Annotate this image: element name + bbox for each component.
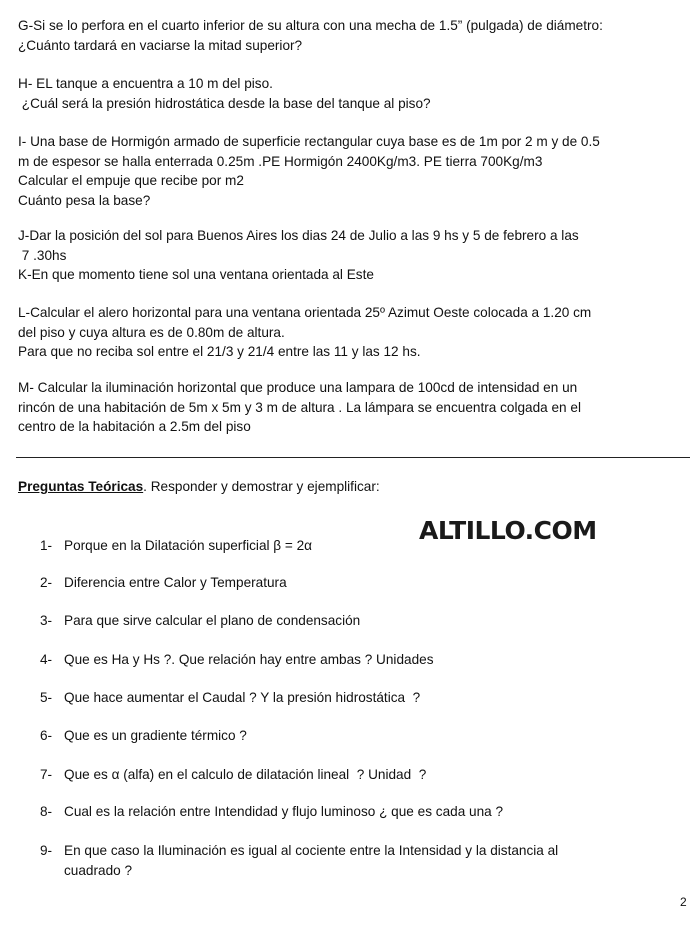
question-number: 7- — [40, 767, 53, 782]
problem-h — [18, 74, 690, 113]
question-text-line-2: cuadrado ? — [64, 862, 133, 878]
problem-g-line-2: ¿Cuánto tardará en vaciarse la mitad superior? — [18, 37, 303, 53]
question-number: 5- — [40, 690, 53, 705]
problem-m-line-3: centro de la habitación a 2.5m del piso — [18, 419, 251, 435]
question-text: Que es Ha y Hs ?. Que relación hay entre ambas ? Unidades — [64, 652, 434, 667]
question-text: Que es α (alfa) en el calculo de dilatación lineal ? Unidad ? — [64, 767, 427, 782]
section-divider — [16, 457, 690, 458]
watermark-logo: ALTILLO.COM — [419, 516, 597, 545]
problem-j-line-2: 7 .30hs — [18, 247, 67, 263]
question-text-line-1: En que caso la Iluminación es igual al cociente entre la Intensidad y la distancia al — [64, 843, 559, 858]
question-text: Cual es la relación entre Intendidad y flujo luminoso ¿ que es cada una ? — [64, 804, 504, 819]
page-number: 2 — [680, 895, 687, 909]
problem-g-line-1: G-Si se lo perfora en el cuarto inferior de su altura con una mecha de 1.5” (pulgada) de diámetro: — [18, 18, 603, 33]
question-number: 6- — [40, 728, 53, 743]
problem-i-line-2: m de espesor se halla enterrada 0.25m .PE Hormigón 2400Kg/m3. PE tierra 700Kg/m3 — [18, 153, 543, 169]
problem-jk — [18, 226, 690, 285]
question-number: 1- — [40, 538, 53, 553]
theory-heading: Preguntas Teóricas — [18, 479, 144, 494]
problem-i-line-4: Cuánto pesa la base? — [18, 192, 151, 208]
problem-m — [18, 378, 690, 437]
problem-m-line-1: M- Calcular la iluminación horizontal que produce una lampara de 100cd de intensidad en un — [18, 380, 578, 395]
question-text: Porque en la Dilatación superficial β = 2α — [64, 538, 313, 553]
question-number: 4- — [40, 652, 53, 667]
question-text: Para que sirve calcular el plano de condensación — [64, 613, 361, 628]
question-text — [64, 841, 664, 880]
question-text: Diferencia entre Calor y Temperatura — [64, 575, 287, 590]
problem-i — [18, 132, 690, 210]
problem-l — [18, 303, 690, 362]
problem-h-line-1: H- EL tanque a encuentra a 10 m del piso. — [18, 76, 273, 91]
problem-j-line-1: J-Dar la posición del sol para Buenos Aires los dias 24 de Julio a las 9 hs y 5 de febrero a las — [18, 228, 579, 243]
question-text: Que hace aumentar el Caudal ? Y la presión hidrostática ? — [64, 690, 421, 705]
problem-k-line: K-En que momento tiene sol una ventana orientada al Este — [18, 267, 374, 283]
problem-l-line-3: Para que no reciba sol entre el 21/3 y 21/4 entre las 11 y las 12 hs. — [18, 344, 421, 360]
problem-h-line-2: ¿Cuál será la presión hidrostática desde la base del tanque al piso? — [18, 95, 431, 111]
problem-l-line-2: del piso y cuya altura es de 0.80m de altura. — [18, 324, 285, 340]
question-text: Que es un gradiente térmico ? — [64, 728, 247, 743]
theory-intro: . Responder y demostrar y ejemplificar: — [143, 479, 380, 494]
theory-section-header — [18, 477, 380, 497]
problem-g — [18, 16, 690, 55]
problem-i-line-1: I- Una base de Hormigón armado de superficie rectangular cuya base es de 1m por 2 m y de 0.5 — [18, 134, 600, 149]
problem-i-line-3: Calcular el empuje que recibe por m2 — [18, 173, 244, 189]
problem-l-line-1: L-Calcular el alero horizontal para una ventana orientada 25º Azimut Oeste colocada a 1.20 cm — [18, 305, 592, 320]
problem-m-line-2: rincón de una habitación de 5m x 5m y 3 m de altura . La lámpara se encuentra colgada en el — [18, 399, 581, 415]
question-number: 9- — [40, 843, 53, 858]
question-number: 8- — [40, 804, 53, 819]
question-number: 3- — [40, 613, 53, 628]
question-number: 2- — [40, 575, 53, 590]
